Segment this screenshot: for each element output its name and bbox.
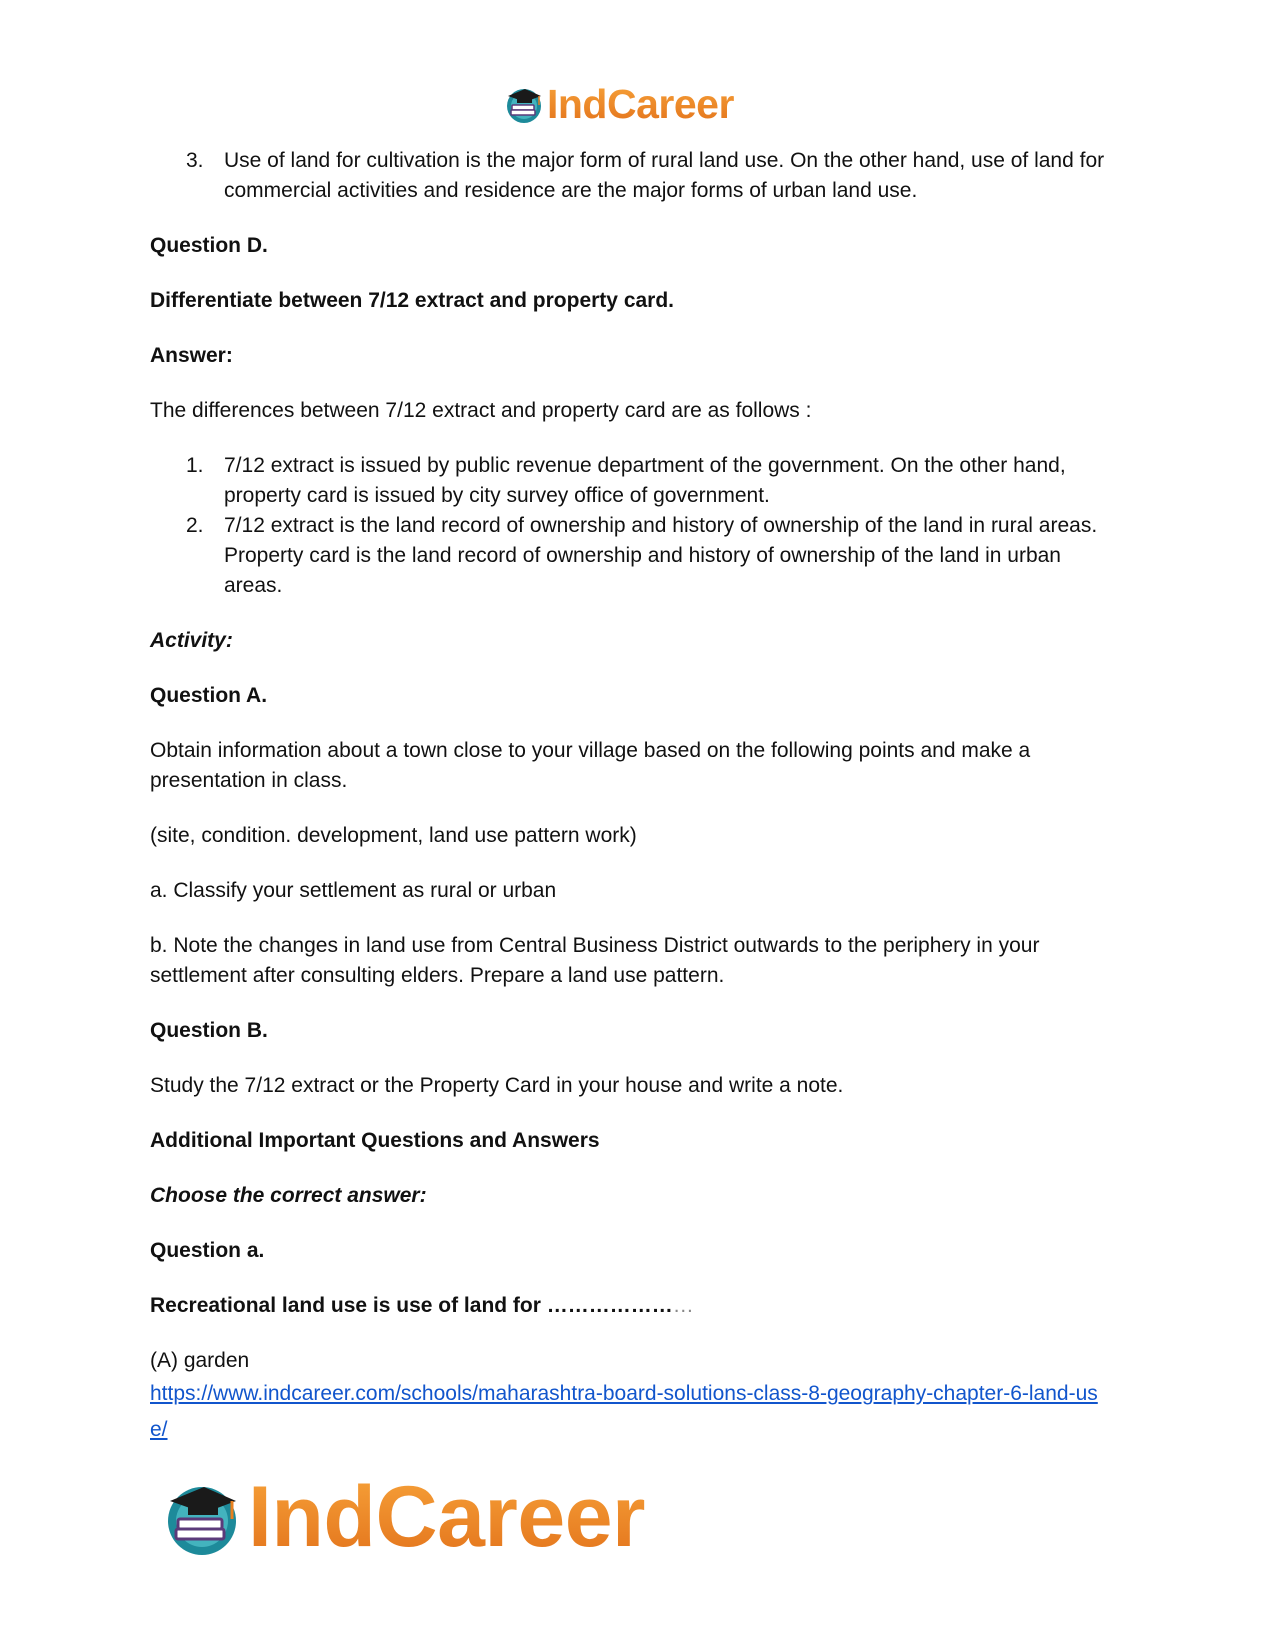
answer-list [150,451,1120,601]
document-body [150,146,1120,1448]
question-d-text: Differentiate between 7/12 extract and property card. [150,289,675,312]
option-a: (A) garden [150,1349,250,1372]
list-item: 2. 7/12 extract is the land record of ownership and history of ownership of the land in rural areas. Property card is the land record of ownership and history of ownership of the land in urban areas. [186,514,1098,597]
question-d-heading: Question D. [150,234,268,257]
footer-logo [160,1468,645,1565]
header-logo [503,82,734,126]
answer-label: Answer: [150,344,233,367]
mcq-stem: Recreational land use is use of land for ………………… [150,1294,694,1317]
source-link[interactable]: https://www.indcareer.com/schools/maharashtra-board-solutions-class-8-geography-chapter-6-land-use/ [150,1382,1098,1441]
item-b-text: b. Note the changes in land use from Central Business District outwards to the periphery in your settlement after consulting elders. Prepare a land use pattern. [150,934,1040,987]
points-text: (site, condition. development, land use pattern work) [150,824,637,847]
additional-heading: Additional Important Questions and Answers [150,1129,600,1152]
choose-heading: Choose the correct answer: [150,1184,427,1207]
list-item: 1. 7/12 extract is issued by public revenue department of the government. On the other hand, property card is issued by city survey office of government. [186,454,1066,507]
list-item: 3. Use of land for cultivation is the major form of rural land use. On the other hand, use of land for commercial activities and residence are the major forms of urban land use. [186,149,1105,202]
question-a-heading: Question A. [150,684,268,707]
logo-wordmark: IndCareer [248,1468,645,1565]
question-b-text: Study the 7/12 extract or the Property Card in your house and write a note. [150,1074,844,1097]
question-b-heading: Question B. [150,1019,268,1042]
graduation-globe-icon [503,83,545,125]
graduation-globe-icon [160,1475,244,1559]
logo-wordmark: IndCareer [547,80,734,127]
continued-list [150,146,1120,206]
activity-heading: Activity: [150,629,233,652]
item-a-text: a. Classify your settlement as rural or urban [150,879,557,902]
question-small-a-heading: Question a. [150,1239,265,1262]
question-a-text: Obtain information about a town close to your village based on the following points and make a presentation in class. [150,739,1031,792]
answer-intro: The differences between 7/12 extract and property card are as follows : [150,399,812,422]
